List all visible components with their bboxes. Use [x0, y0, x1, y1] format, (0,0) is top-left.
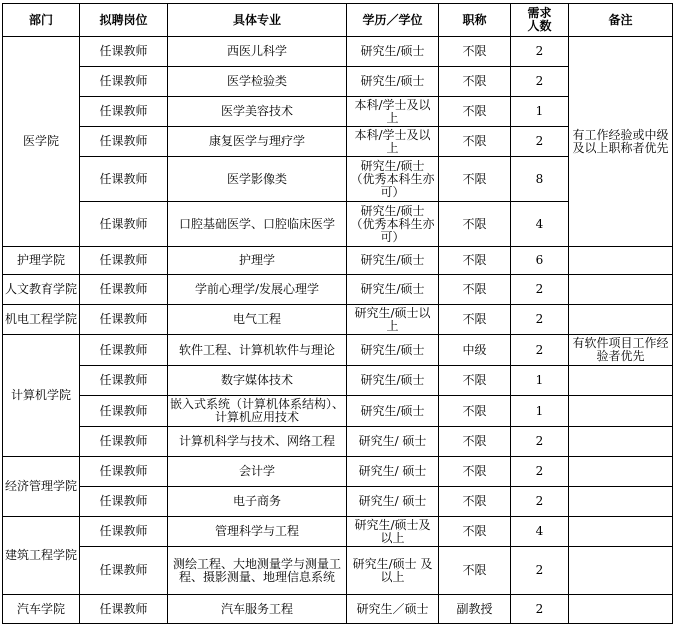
table-row [3, 366, 673, 396]
education-cell: 研究生／硕士 [347, 595, 439, 624]
major-cell: 管理科学与工程 [168, 517, 347, 547]
position-cell: 任课教师 [80, 427, 168, 457]
title-cell: 不限 [439, 127, 511, 157]
major-cell: 电子商务 [168, 487, 347, 517]
education-cell: 研究生/硕士以上 [347, 305, 439, 335]
education-cell: 研究生/硕士 [347, 396, 439, 427]
position-cell: 任课教师 [80, 517, 168, 547]
table-row [3, 247, 673, 275]
table-row [3, 396, 673, 427]
major-cell: 嵌入式系统（计算机体系结构）、计算机应用技术 [168, 396, 347, 427]
count-cell: 4 [511, 517, 569, 547]
header-row [3, 4, 673, 37]
table-row [3, 335, 673, 366]
title-cell: 不限 [439, 366, 511, 396]
table-row [3, 275, 673, 305]
dept-cell: 护理学院 [3, 247, 80, 275]
note-cell [569, 305, 673, 335]
major-cell: 康复医学与理疗学 [168, 127, 347, 157]
header-title: 职称 [439, 4, 511, 37]
major-cell: 测绘工程、大地测量学与测量工程、摄影测量、地理信息系统 [168, 547, 347, 595]
education-cell: 研究生/硕士 [347, 275, 439, 305]
note-cell: 有软件项目工作经验者优先 [569, 335, 673, 366]
table-row [3, 305, 673, 335]
recruitment-table [2, 3, 673, 624]
major-cell: 口腔基础医学、口腔临床医学 [168, 202, 347, 247]
dept-cell: 人文教育学院 [3, 275, 80, 305]
education-cell: 研究生/硕士 及以上 [347, 547, 439, 595]
position-cell: 任课教师 [80, 247, 168, 275]
dept-cell: 建筑工程学院 [3, 517, 80, 595]
dept-cell: 汽车学院 [3, 595, 80, 624]
title-cell: 不限 [439, 427, 511, 457]
position-cell: 任课教师 [80, 335, 168, 366]
education-cell: 研究生/硕士 [347, 366, 439, 396]
title-cell: 不限 [439, 202, 511, 247]
education-cell: 研究生/硕士 [347, 335, 439, 366]
title-cell: 不限 [439, 37, 511, 67]
note-cell [569, 427, 673, 457]
note-cell [569, 547, 673, 595]
note-cell [569, 275, 673, 305]
title-cell: 不限 [439, 305, 511, 335]
education-cell: 研究生/硕士（优秀本科生亦可） [347, 157, 439, 202]
education-cell: 研究生/ 硕士 [347, 427, 439, 457]
position-cell: 任课教师 [80, 37, 168, 67]
count-cell: 2 [511, 335, 569, 366]
position-cell: 任课教师 [80, 157, 168, 202]
position-cell: 任课教师 [80, 457, 168, 487]
count-cell: 6 [511, 247, 569, 275]
position-cell: 任课教师 [80, 396, 168, 427]
count-cell: 2 [511, 487, 569, 517]
count-cell: 1 [511, 396, 569, 427]
education-cell: 研究生/硕士（优秀本科生亦可） [347, 202, 439, 247]
major-cell: 计算机科学与技术、网络工程 [168, 427, 347, 457]
position-cell: 任课教师 [80, 97, 168, 127]
count-cell: 4 [511, 202, 569, 247]
major-cell: 会计学 [168, 457, 347, 487]
education-cell: 研究生/硕士 [347, 247, 439, 275]
header-position: 拟聘岗位 [80, 4, 168, 37]
title-cell: 不限 [439, 67, 511, 97]
header-dept: 部门 [3, 4, 80, 37]
title-cell: 不限 [439, 396, 511, 427]
title-cell: 不限 [439, 97, 511, 127]
position-cell: 任课教师 [80, 127, 168, 157]
position-cell: 任课教师 [80, 305, 168, 335]
dept-cell: 医学院 [3, 37, 80, 247]
position-cell: 任课教师 [80, 366, 168, 396]
count-cell: 1 [511, 97, 569, 127]
title-cell: 不限 [439, 157, 511, 202]
count-cell: 2 [511, 457, 569, 487]
header-note: 备注 [569, 4, 673, 37]
note-cell [569, 517, 673, 547]
education-cell: 研究生/ 硕士 [347, 487, 439, 517]
table-row [3, 547, 673, 595]
header-education: 学历／学位 [347, 4, 439, 37]
major-cell: 医学影像类 [168, 157, 347, 202]
note-cell [569, 487, 673, 517]
major-cell: 医学检验类 [168, 67, 347, 97]
title-cell: 不限 [439, 487, 511, 517]
note-cell: 有工作经验或中级及以上职称者优先 [569, 37, 673, 247]
count-cell: 2 [511, 67, 569, 97]
major-cell: 汽车服务工程 [168, 595, 347, 624]
title-cell: 不限 [439, 517, 511, 547]
position-cell: 任课教师 [80, 487, 168, 517]
major-cell: 学前心理学/发展心理学 [168, 275, 347, 305]
header-major: 具体专业 [168, 4, 347, 37]
title-cell: 不限 [439, 457, 511, 487]
header-count: 需求 人数 [511, 4, 569, 37]
count-cell: 2 [511, 305, 569, 335]
count-cell: 8 [511, 157, 569, 202]
position-cell: 任课教师 [80, 595, 168, 624]
count-cell: 2 [511, 427, 569, 457]
title-cell: 副教授 [439, 595, 511, 624]
position-cell: 任课教师 [80, 202, 168, 247]
note-cell [569, 595, 673, 624]
dept-cell: 经济管理学院 [3, 457, 80, 517]
table-row [3, 517, 673, 547]
position-cell: 任课教师 [80, 67, 168, 97]
count-cell: 2 [511, 127, 569, 157]
position-cell: 任课教师 [80, 275, 168, 305]
position-cell: 任课教师 [80, 547, 168, 595]
note-cell [569, 396, 673, 427]
table-row [3, 457, 673, 487]
count-cell: 2 [511, 547, 569, 595]
education-cell: 本科/学士及以上 [347, 97, 439, 127]
education-cell: 研究生/ 硕士 [347, 457, 439, 487]
education-cell: 研究生/硕士及以上 [347, 517, 439, 547]
note-cell [569, 247, 673, 275]
title-cell: 不限 [439, 275, 511, 305]
major-cell: 医学美容技术 [168, 97, 347, 127]
count-cell: 2 [511, 275, 569, 305]
major-cell: 西医儿科学 [168, 37, 347, 67]
title-cell: 不限 [439, 247, 511, 275]
major-cell: 护理学 [168, 247, 347, 275]
count-cell: 2 [511, 37, 569, 67]
table-row [3, 37, 673, 67]
major-cell: 数字媒体技术 [168, 366, 347, 396]
major-cell: 软件工程、计算机软件与理论 [168, 335, 347, 366]
note-cell [569, 366, 673, 396]
education-cell: 研究生/硕士 [347, 67, 439, 97]
count-cell: 2 [511, 595, 569, 624]
note-cell [569, 457, 673, 487]
table-row [3, 595, 673, 624]
count-cell: 1 [511, 366, 569, 396]
title-cell: 中级 [439, 335, 511, 366]
education-cell: 研究生/硕士 [347, 37, 439, 67]
dept-cell: 计算机学院 [3, 335, 80, 457]
dept-cell: 机电工程学院 [3, 305, 80, 335]
table-row [3, 487, 673, 517]
title-cell: 不限 [439, 547, 511, 595]
education-cell: 本科/学士及以上 [347, 127, 439, 157]
major-cell: 电气工程 [168, 305, 347, 335]
table-row [3, 427, 673, 457]
